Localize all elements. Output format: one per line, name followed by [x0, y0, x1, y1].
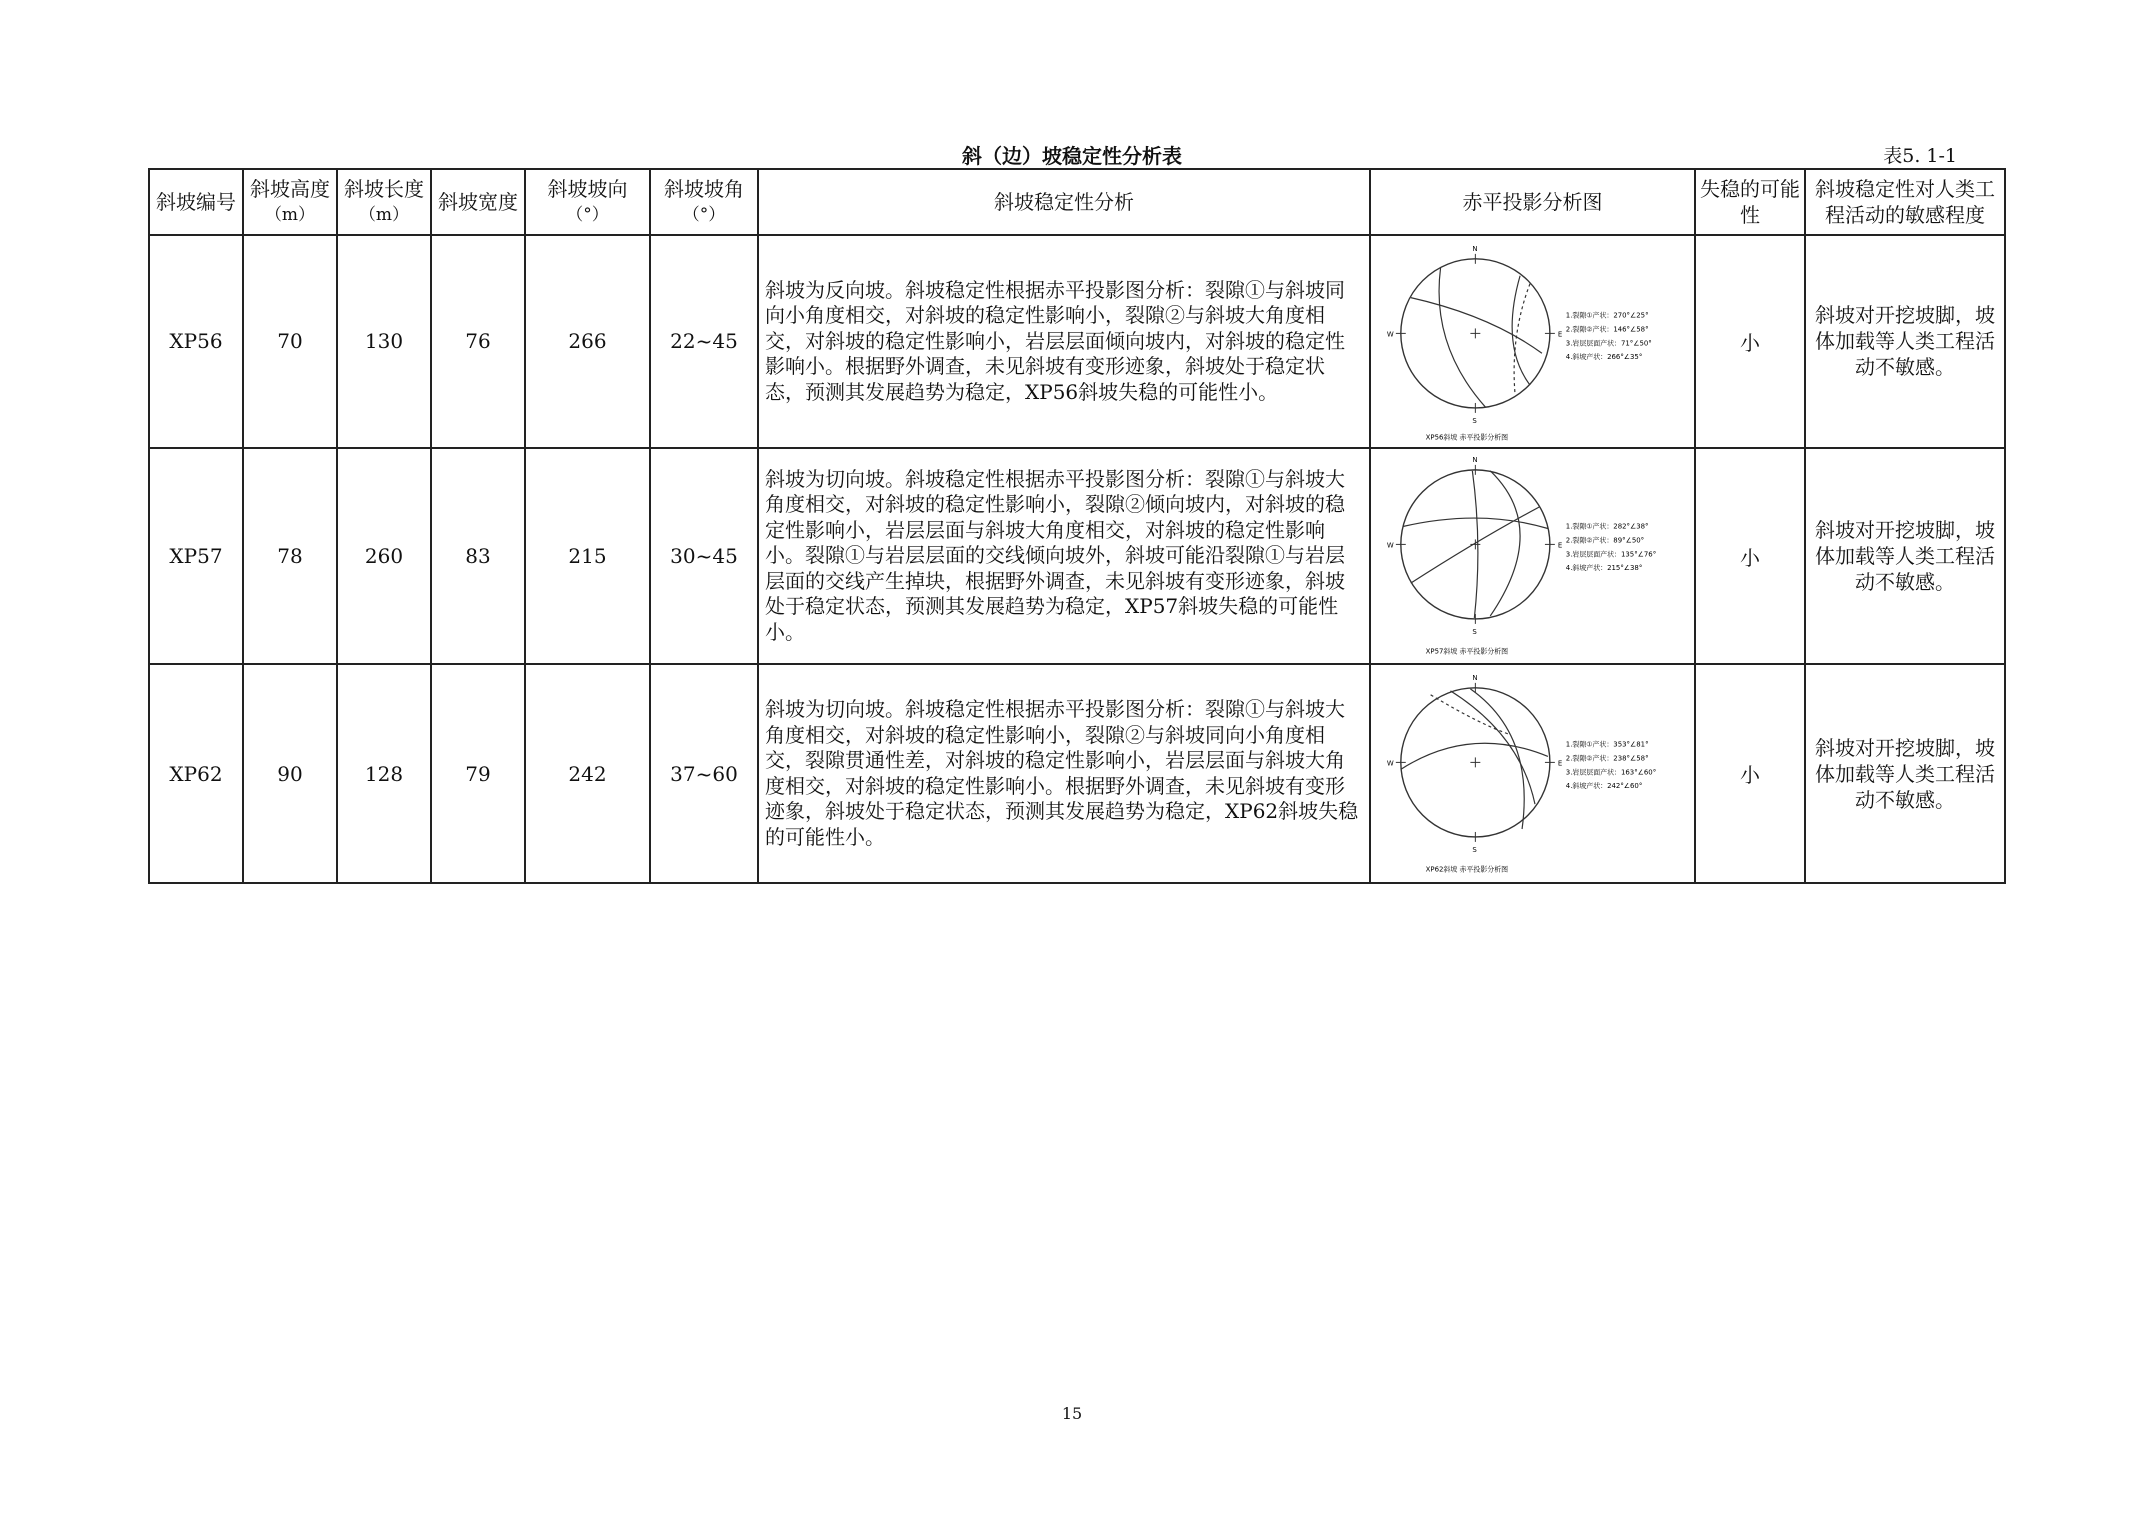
- cell-sensitivity: 斜坡对开挖坡脚，坡体加载等人类工程活动不敏感。: [1805, 235, 2005, 448]
- compass-s: S: [1472, 846, 1477, 855]
- legend-line-2: 2.裂隙②产状：238°∠58°: [1565, 754, 1649, 763]
- legend-line-2: 2.裂隙②产状：146°∠58°: [1565, 325, 1649, 334]
- compass-n: N: [1472, 455, 1478, 464]
- header-direction: [525, 169, 650, 235]
- table-row: [149, 448, 2005, 665]
- compass-w: W: [1386, 330, 1394, 339]
- cell-analysis: 斜坡为切向坡。斜坡稳定性根据赤平投影图分析：裂隙①与斜坡大角度相交，对斜坡的稳定性影响小，裂隙②与斜坡同向小角度相交，裂隙贯通性差，对斜坡的稳定性影响小，岩层层面与斜坡大角度相交，对斜坡的稳定性影响小。根据野外调查，未见斜坡有变形迹象，斜坡处于稳定状态，预测其发展趋势为稳定，XP62斜坡失稳的可能性小。: [758, 664, 1370, 883]
- header-height: [243, 169, 337, 235]
- header-width: 斜坡宽度: [431, 169, 525, 235]
- slope-stability-table: [148, 168, 2006, 884]
- legend-line-1: 1.裂隙①产状：353°∠81°: [1565, 740, 1649, 749]
- legend-line-1: 1.裂隙①产状：282°∠38°: [1565, 522, 1649, 531]
- table-row: [149, 664, 2005, 883]
- header-direction-unit: （°）: [566, 205, 609, 225]
- page-number: 15: [1061, 1404, 1083, 1423]
- legend-line-1: 1.裂隙①产状：270°∠25°: [1565, 311, 1649, 320]
- compass-e: E: [1557, 541, 1563, 550]
- cell-sensitivity: 斜坡对开挖坡脚，坡体加载等人类工程活动不敏感。: [1805, 448, 2005, 665]
- figure-caption: XP62斜坡 赤平投影分析图: [1425, 866, 1509, 875]
- table-row: [149, 235, 2005, 448]
- legend-line-4: 4.斜坡产状：266°∠35°: [1565, 353, 1643, 362]
- header-length-label: 斜坡长度: [344, 177, 424, 201]
- cell-stereonet: [1370, 235, 1695, 448]
- cell-height: 70: [243, 235, 337, 448]
- compass-w: W: [1386, 541, 1394, 550]
- cell-angle: 22~45: [650, 235, 758, 448]
- legend-line-3: 3.岩层层面产状：71°∠50°: [1565, 339, 1652, 348]
- legend-line-4: 4.斜坡产状：215°∠38°: [1565, 563, 1643, 572]
- figure-caption: XP56斜坡 赤平投影分析图: [1425, 433, 1509, 442]
- header-row: [149, 169, 2005, 235]
- compass-n: N: [1472, 674, 1478, 683]
- compass-e: E: [1557, 759, 1563, 768]
- table-title: 斜（边）坡稳定性分析表: [962, 144, 1182, 168]
- header-angle-label: 斜坡坡角: [664, 177, 744, 201]
- cell-height: 78: [243, 448, 337, 665]
- legend-line-3: 3.岩层层面产状：135°∠76°: [1565, 550, 1657, 559]
- compass-w: W: [1386, 759, 1394, 768]
- compass-s: S: [1472, 416, 1477, 425]
- figure-caption: XP57斜坡 赤平投影分析图: [1425, 647, 1509, 656]
- cell-length: 128: [337, 664, 431, 883]
- header-length: [337, 169, 431, 235]
- header-sensitivity: 斜坡稳定性对人类工程活动的敏感程度: [1805, 169, 2005, 235]
- header-height-label: 斜坡高度: [250, 177, 330, 201]
- cell-direction: 215: [525, 448, 650, 665]
- table-number: 表5. 1-1: [1883, 145, 1957, 167]
- legend-line-3: 3.岩层层面产状：163°∠60°: [1565, 768, 1657, 777]
- cell-possibility: 小: [1695, 664, 1805, 883]
- cell-length: 130: [337, 235, 431, 448]
- cell-angle: 30~45: [650, 448, 758, 665]
- cell-analysis: 斜坡为切向坡。斜坡稳定性根据赤平投影图分析：裂隙①与斜坡大角度相交，对斜坡的稳定性影响小，裂隙②倾向坡内，对斜坡的稳定性影响小，岩层层面与斜坡大角度相交，对斜坡的稳定性影响小。裂隙①与岩层层面的交线倾向坡外，斜坡可能沿裂隙①与岩层层面的交线产生掉块，根据野外调查，未见斜坡有变形迹象，斜坡处于稳定状态，预测其发展趋势为稳定，XP57斜坡失稳的可能性小。: [758, 448, 1370, 665]
- header-figure: 赤平投影分析图: [1370, 169, 1695, 235]
- cell-width: 79: [431, 664, 525, 883]
- cell-length: 260: [337, 448, 431, 665]
- header-direction-label: 斜坡坡向: [547, 177, 628, 201]
- header-angle: [650, 169, 758, 235]
- cell-sensitivity: 斜坡对开挖坡脚，坡体加载等人类工程活动不敏感。: [1805, 664, 2005, 883]
- stereonet-figure: [1371, 236, 1694, 447]
- header-analysis: 斜坡稳定性分析: [758, 169, 1370, 235]
- compass-n: N: [1472, 244, 1478, 253]
- header-possibility: 失稳的可能性: [1695, 169, 1805, 235]
- cell-angle: 37~60: [650, 664, 758, 883]
- cell-possibility: 小: [1695, 448, 1805, 665]
- cell-width: 76: [431, 235, 525, 448]
- cell-height: 90: [243, 664, 337, 883]
- legend-line-4: 4.斜坡产状：242°∠60°: [1565, 782, 1643, 791]
- header-height-unit: （m）: [264, 205, 316, 225]
- stereonet-figure: [1371, 449, 1694, 664]
- cell-direction: 242: [525, 664, 650, 883]
- cell-stereonet: [1370, 664, 1695, 883]
- compass-e: E: [1557, 330, 1563, 339]
- cell-possibility: 小: [1695, 235, 1805, 448]
- compass-s: S: [1472, 627, 1477, 636]
- legend-line-2: 2.裂隙②产状：89°∠50°: [1565, 536, 1645, 545]
- cell-direction: 266: [525, 235, 650, 448]
- header-id: 斜坡编号: [149, 169, 243, 235]
- header-length-unit: （m）: [358, 205, 410, 225]
- header-angle-unit: （°）: [682, 205, 726, 225]
- cell-analysis: 斜坡为反向坡。斜坡稳定性根据赤平投影图分析：裂隙①与斜坡同向小角度相交，对斜坡的稳定性影响小，裂隙②与斜坡大角度相交，对斜坡的稳定性影响小，岩层层面倾向坡内，对斜坡的稳定性影响小。根据野外调查，未见斜坡有变形迹象，斜坡处于稳定状态，预测其发展趋势为稳定，XP56斜坡失稳的可能性小。: [758, 235, 1370, 448]
- cell-id: XP57: [149, 448, 243, 665]
- cell-id: XP62: [149, 664, 243, 883]
- cell-width: 83: [431, 448, 525, 665]
- cell-stereonet: [1370, 448, 1695, 665]
- cell-id: XP56: [149, 235, 243, 448]
- stereonet-figure: [1371, 665, 1694, 882]
